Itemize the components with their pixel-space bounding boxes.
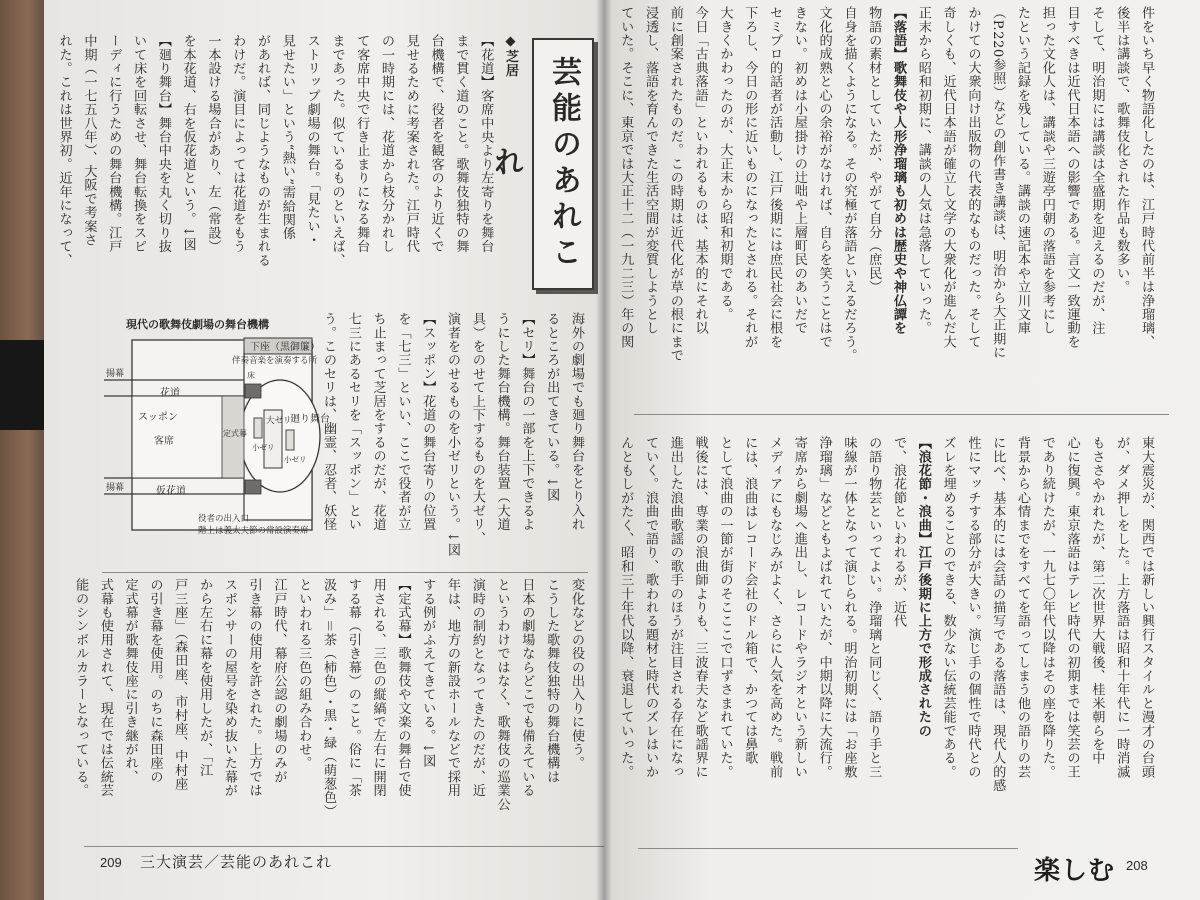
text-column: 浄瑠璃」などともよばれていたが、中期以降に大流行。 — [816, 436, 832, 779]
text-column: 一本設ける場合があり、左（常設） — [205, 34, 221, 254]
text-column: 汲み」＝茶（柿色）・黒・緑（萌葱色） — [321, 578, 337, 818]
label-oozeri: 大ゼリ — [266, 416, 292, 426]
text-column: 【廻り舞台】舞台中央を丸く切り抜 — [155, 34, 171, 254]
text-column: まで貫く道のこと。歌舞伎独特の舞 — [453, 34, 469, 254]
text-column: 目すべきは近代日本語への影響である。言文一致運動を — [1064, 6, 1080, 349]
label-joshikimaku: 定式幕 — [223, 429, 247, 438]
text-column: 【花道】客席中央より左寄りを舞台 — [478, 34, 494, 254]
text-column: 海外の劇場でも廻り舞台をとり入れ — [569, 312, 584, 532]
label-agemaku-top: 揚幕 — [106, 369, 125, 379]
text-column: 式幕も使用されて、現在では伝統芸 — [97, 578, 113, 798]
text-column: 性にマッチする部分が大きい。演じ手の個性で時代との — [965, 436, 981, 779]
top-section-text — [618, 6, 1158, 398]
text-column: 物語の素材としていたが、やがて自分（庶民） — [866, 6, 882, 294]
text-column: 七三にあるセリを「スッポン」とい — [345, 312, 361, 532]
text-column: といわれる三色の組み合わせ。 — [296, 578, 312, 770]
text-column: というわけではなく、歌舞伎の巡業公 — [494, 578, 510, 811]
text-column: 件をいち早く物語化したのは、江戸時代前半は浄瑠璃、 — [1139, 6, 1154, 349]
text-column: 背景から心情までをすべてを語ってしまう他の語りの芸 — [1015, 436, 1031, 779]
text-column: 【定式幕】歌舞伎や文楽の舞台で使 — [395, 578, 411, 798]
label-agemaku-bottom: 揚幕 — [106, 483, 125, 493]
page-number: 209 — [100, 855, 122, 870]
text-column: 演時の制約となってきたのだが、近 — [469, 578, 485, 798]
book-gutter — [596, 0, 612, 900]
text-column: ◆芝居 — [503, 34, 518, 77]
text-column: ていく。浪曲で語り、歌われる題材と時代のズレはいか — [643, 436, 659, 779]
text-column: 年は、地方の新設ホールなどで採用 — [445, 578, 461, 798]
text-column: 味線が一体となって演じられる。明治初期には「お座敷 — [841, 436, 857, 779]
text-column: 台機構で、役者を観客のより近くで — [428, 34, 444, 254]
text-column: の一時期には、花道から枝分かれし — [379, 34, 395, 254]
text-column: ていた。そこに、東京では大正十二（一九二三）年の関 — [618, 6, 634, 349]
label-kozeri-right: 小ゼリ — [284, 455, 307, 464]
text-column: んともしがたく、昭和三十年代以降、衰退していった。 — [618, 436, 634, 779]
label-hanamichi: 花道 — [160, 388, 180, 399]
text-column: そして、明治期には講談は全盛期を迎えるのだが、注 — [1089, 6, 1105, 335]
text-column: 大きくかわったのが、大正末から昭和初期である。 — [717, 6, 733, 322]
text-column: 前に創案されたものだ。この時期は近代化が草の根にまで — [667, 6, 683, 363]
left-page — [44, 0, 604, 900]
section1-text — [56, 34, 522, 300]
text-column: 変化などの役の出入りに使う。 — [569, 578, 584, 770]
text-column: もささやかれたが、第二次世界大戦後、桂米朝らを中 — [1089, 436, 1105, 765]
text-column: 定式幕が歌舞伎座に引き継がれ、 — [122, 578, 138, 784]
text-column: から左右に幕を使用したが、「江 — [197, 578, 213, 777]
text-column: 日本の劇場ならどこでも備えている — [519, 578, 535, 798]
diagram-title: 現代の歌舞伎劇場の舞台機構 — [126, 318, 269, 331]
text-column: 【セリ】舞台の一部を上下できるよ — [519, 312, 535, 532]
text-column: の引き幕を使用。のちに森田座の — [147, 578, 163, 784]
text-column: るところが出てきている。↓図 — [544, 312, 560, 502]
label-yuka: 床 — [247, 371, 255, 380]
text-column: 奇しくも、近代日本語が確立し文学の大衆化が進んだ大 — [940, 6, 956, 349]
label-entrance-note: 役者の出入口 — [198, 514, 250, 524]
footer-rule — [638, 848, 1018, 849]
bottom-section-text — [73, 578, 588, 818]
text-column: する幕（引き幕）のこと。俗に「茶 — [345, 578, 361, 798]
text-column: （P.220参照）などの創作書き講談は、明治から大正期に — [990, 6, 1006, 360]
text-column: する例がふえてきている。↓図 — [420, 578, 436, 768]
text-column: 正末から昭和初期に、講談の人気は急落していった。 — [915, 6, 931, 335]
text-column: たという記録を残している。講談の速記本や立川文庫 — [1015, 6, 1031, 335]
text-column: 【スッポン】花道の舞台寄りの位置 — [420, 312, 436, 532]
text-column: 戦後には、専業の浪曲師よりも、三波春夫など歌謡界に — [692, 436, 708, 779]
text-column: には、浪曲はレコード会社のドル箱で、かつては鼻歌 — [742, 436, 758, 765]
text-column: うにした舞台機構。舞台装置（大道 — [494, 312, 510, 532]
text-column: があれば、同じようなものが生まれる — [255, 34, 271, 267]
text-column: 自身を描くようになる。その究極が落語といえるだろう。 — [841, 6, 857, 363]
label-entrance-note-2: 階上は義太夫節の常設演奏席 — [198, 526, 309, 536]
text-column: 浸透し、落語を育んできた生活空間が変質しようとし — [643, 6, 659, 335]
text-column: 江戸時代、幕府公認の劇場のみが — [271, 578, 287, 784]
text-column: 今日「古典落語」といわれるものは、基本的にそれ以 — [692, 6, 708, 335]
text-column: を「七三」といい、ここで役者が立 — [395, 312, 411, 532]
text-column: の語り物芸といってよい。浄瑠璃と同じく、語り手と三 — [866, 436, 882, 779]
label-kyakuseki: 客席 — [154, 436, 174, 447]
text-column: として浪曲の一節が街のそこここで口ずさまれていた。 — [717, 436, 733, 779]
label-mawaributai: 廻り舞台 — [290, 414, 330, 425]
text-column: 後半は講談で、歌舞伎化された作品も数多い。 — [1114, 6, 1130, 294]
text-column: 進出した浪曲歌謡の歌手のほうが注目される存在になっ — [667, 436, 683, 779]
text-column: て客席中央で行き止まりになる舞台 — [354, 34, 370, 254]
text-column: 見せたい」という“熱い”需給関係 — [279, 34, 295, 241]
running-head: 三大演芸／芸能のあれこれ — [140, 853, 333, 871]
label-suppon: スッポン — [138, 412, 178, 423]
text-column: 東大震災が、関西では新しい興行スタイルと漫才の台頭 — [1139, 436, 1154, 779]
text-column: 担った文化人は、講談や三遊亭円朝の落語を参考にし — [1039, 6, 1055, 335]
text-column: わけだ。演目によっては花道をもう — [230, 34, 246, 254]
text-column: ズレを埋めることのできる、数少ない伝統芸能である。 — [940, 436, 956, 779]
label-geza: 下座（黒御簾） — [250, 342, 320, 353]
label-karihanamichi: 仮花道 — [156, 486, 186, 497]
text-column: 用される、三色の縦縞で左右に開閉 — [370, 578, 386, 798]
text-column: を本花道、右を仮花道という。↓図 — [180, 34, 196, 252]
text-column: スポンサーの屋号を染め抜いた幕が — [221, 578, 237, 798]
text-column: であり続けたが、一九七〇年代以降はその座を降りた。 — [1039, 436, 1055, 779]
section-title: 芸能のあれこれ — [532, 38, 594, 290]
text-column: 演者をのせるものを小ゼリという。↓図 — [445, 312, 461, 557]
text-column: が、ダメ押しをした。上方落語は昭和十年代に一時消滅 — [1114, 436, 1130, 779]
text-column: ち止まって芝居をするのだが、花道 — [370, 312, 386, 532]
text-column: う。このセリは、幽霊、忍者、妖怪 — [321, 312, 337, 532]
text-column: で、浪花節といわれるが、近代 — [891, 436, 907, 628]
bottom-section-text — [618, 436, 1158, 816]
footer-rule — [84, 846, 604, 847]
section-mid-text — [321, 312, 588, 574]
text-column: ーディに行うための舞台機構。江戸 — [106, 34, 122, 254]
text-column: いて床を回転させ、舞台転換をスピ — [131, 34, 147, 254]
text-column: 戸三座」（森田座、市村座、中村座 — [172, 578, 188, 791]
text-column: 下ろし、今日の形に近いものになったとされる。それが — [742, 6, 758, 349]
section-divider — [634, 414, 1169, 415]
text-column: 具）をのせて上下するものを大ゼリ、 — [469, 312, 485, 545]
text-column: 見せるために考案された。江戸時代 — [403, 34, 419, 254]
section-divider — [102, 572, 588, 573]
text-column: 能のシンボルカラーとなっている。 — [73, 578, 89, 798]
text-column: 引き幕の使用を許された。上方では — [246, 578, 262, 798]
keyword-rakugo: 【落語】歌舞伎や人形浄瑠璃も初めは歴史や神仏譚を — [891, 6, 907, 335]
text-column: に比べ、基本的には会話の描写である落語は、現代人的感 — [990, 436, 1006, 793]
label-geza-note: 伴奏音楽を演奏する所 — [232, 356, 318, 366]
text-column: まであった。似ているものといえば、 — [329, 34, 345, 267]
text-column: きない。初めは小屋掛けの辻咄や上層町民のあいだで — [791, 6, 807, 335]
text-column: 寄席から劇場へ進出し、レコードやラジオという新しい — [791, 436, 807, 779]
text-column: 中期（一七五八年）、大阪で考案さ — [81, 34, 97, 247]
text-column: 文化的成熟と心の余裕がなければ、自らを笑うことはで — [816, 6, 832, 349]
text-column: こうした歌舞伎独特の舞台機構は — [544, 578, 560, 784]
page-number: 208 — [1126, 858, 1148, 873]
label-kozeri-left: 小ゼリ — [252, 443, 275, 452]
text-column: れた。これは世界初。近年になって、 — [56, 34, 72, 267]
text-column: かけての大衆向け出版物の代表的なものだった。そして — [965, 6, 981, 349]
text-column: ストリップ劇場の舞台。「見たい・ — [304, 34, 320, 247]
text-column: セミプロ的話者が活動し、江戸後期には庶民社会に根を — [767, 6, 783, 349]
text-column: メディアにもなじみがよく、さらに人気を高めた。戦前 — [767, 436, 783, 779]
running-mark: 楽しむ — [1034, 856, 1116, 886]
text-column: 心に復興。東京落語はテレビ時代の初期までは笑芸の王 — [1064, 436, 1080, 779]
keyword-naniwabushi: 【浪花節・浪曲】江戸後期に上方で形成されたの — [915, 436, 931, 738]
right-page — [604, 0, 1200, 900]
